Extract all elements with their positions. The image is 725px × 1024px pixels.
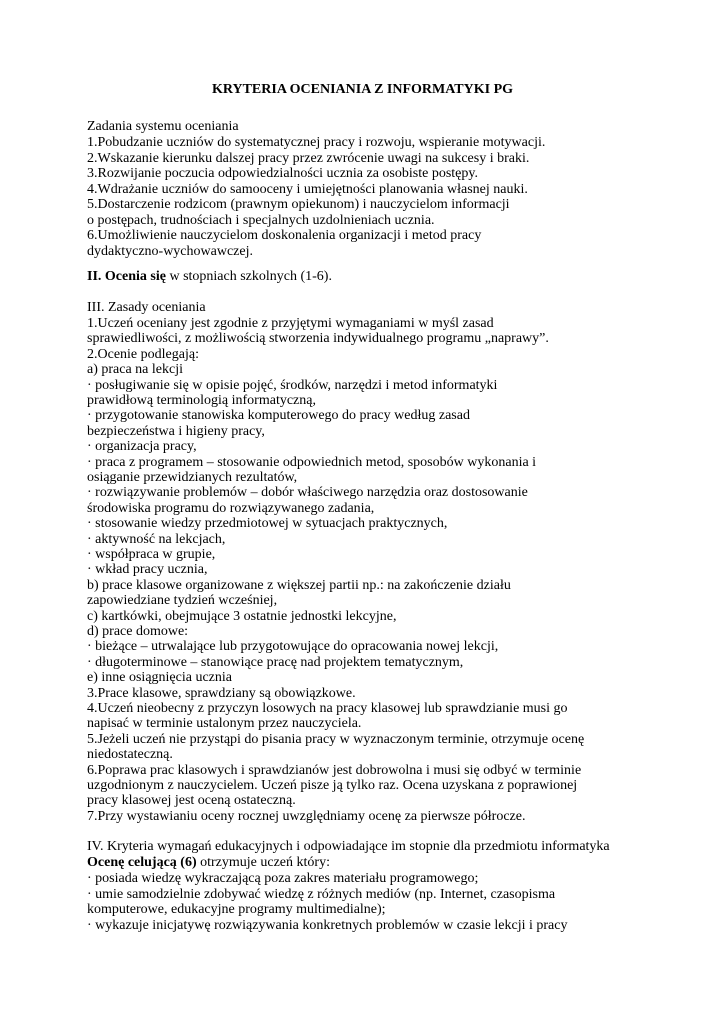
document-title: KRYTERIA OCENIANIA Z INFORMATYKI PG [211, 82, 514, 97]
text-line: zapowiedziane tydzień wcześniej, [87, 593, 278, 609]
text-line: c) kartkówki, obejmujące 3 ostatnie jednostki lekcyjne, [87, 608, 397, 624]
text-line: · przygotowanie stanowiska komputerowego do pracy według zasad [87, 408, 470, 424]
section2-line [87, 269, 332, 285]
text-line: sprawiedliwości, z możliwością stworzenia indywidualnego programu „naprawy”. [87, 331, 549, 347]
text-line: 6.Poprawa prac klasowych i sprawdzianów jest dobrowolna i musi się odbyć w terminie [87, 762, 582, 778]
text-line: · współpraca w grupie, [87, 547, 216, 562]
text-line: · praca z programem – stosowanie odpowiednich metod, sposobów wykonania i [87, 454, 537, 470]
text-line: 6.Umożliwienie nauczycielom doskonalenia organizacji i metod pracy [87, 228, 482, 243]
text-line: e) inne osiągnięcia ucznia [87, 670, 232, 686]
text-line: · posługiwanie się w opisie pojęć, środków, narzędzi i metod informatyki [87, 377, 498, 393]
text-line: środowiska programu do rozwiązywanego zadania, [87, 500, 375, 516]
grade-text: otrzymuje uczeń który: [196, 855, 330, 870]
grade-label: Ocenę celującą (6) [87, 855, 197, 870]
text-line: 2.Ocenie podlegają: [87, 346, 199, 362]
text-line: 2.Wskazanie kierunku dalszej pracy przez zwrócenie uwagi na sukcesy i braki. [87, 150, 530, 166]
text-line: napisać w terminie ustalonym przez nauczyciela. [87, 716, 362, 732]
text-line: 4.Wdrażanie uczniów do samooceny i umiejętności planowania własnej nauki. [87, 181, 528, 197]
section3-heading: III. Zasady oceniania [87, 300, 206, 315]
section4-heading: IV. Kryteria wymagań edukacyjnych i odpowiadające im stopnie dla przedmiotu informatyka [87, 839, 610, 854]
text-line: · aktywność na lekcjach, [87, 531, 226, 547]
text-line: · posiada wiedzę wykraczającą poza zakres materiału programowego; [87, 871, 479, 886]
text-line: prawidłową terminologią informatyczną, [87, 393, 316, 408]
text-line: · stosowanie wiedzy przedmiotowej w sytuacjach praktycznych, [87, 516, 448, 532]
text-line: 1.Uczeń oceniany jest zgodnie z przyjętymi wymaganiami w myśl zasad [87, 316, 494, 331]
text-line: 3.Prace klasowe, sprawdziany są obowiązkowe. [87, 685, 356, 701]
text-line: bezpieczeństwa i higieny pracy, [87, 423, 265, 439]
section2-heading: II. Ocenia się [87, 269, 166, 284]
text-line: · umie samodzielnie zdobywać wiedzę z różnych mediów (np. Internet, czasopisma [87, 886, 556, 902]
text-line: 5.Jeżeli uczeń nie przystąpi do pisania pracy w wyznaczonym terminie, otrzymuje ocenę [87, 731, 585, 747]
text-line: niedostateczną. [87, 747, 173, 763]
text-line: 5.Dostarczenie rodzicom (prawnym opiekunom) i nauczycielom informacji [87, 197, 510, 212]
text-line: · wykazuje inicjatywę rozwiązywania konkretnych problemów w czasie lekcji i pracy [87, 917, 568, 933]
text-line: · wkład pracy ucznia, [87, 562, 208, 578]
text-line: 4.Uczeń nieobecny z przyczyn losowych na pracy klasowej lub sprawdzianie musi go [87, 701, 568, 716]
text-line: a) praca na lekcji [87, 362, 183, 378]
text-line: 1.Pobudzanie uczniów do systematycznej pracy i rozwoju, wspieranie motywacji. [87, 135, 546, 150]
text-line: pracy klasowej jest oceną ostateczną. [87, 793, 296, 809]
text-line: 3.Rozwijanie poczucia odpowiedzialności ucznia za osobiste postępy. [87, 166, 478, 181]
text-line: · długoterminowe – stanowiące pracę nad projektem tematycznym, [87, 654, 464, 670]
text-line: osiąganie przewidzianych rezultatów, [87, 470, 298, 485]
text-line: dydaktyczno-wychowawczej. [87, 243, 253, 259]
text-line: b) prace klasowe organizowane z większej partii np.: na zakończenie działu [87, 577, 511, 593]
text-line: o postępach, trudnościach i specjalnych uzdolnieniach ucznia. [87, 212, 435, 228]
text-line: d) prace domowe: [87, 624, 189, 639]
text-line: 7.Przy wystawianiu oceny rocznej uwzględniamy ocenę za pierwsze półrocze. [87, 808, 526, 824]
grade-line [87, 855, 330, 871]
section2-text: w stopniach szkolnych (1-6). [165, 269, 332, 284]
text-line: uzgodnionym z nauczycielem. Uczeń pisze ją tylko raz. Ocena uzyskana z poprawionej [87, 778, 578, 793]
text-line: · bieżące – utrwalające lub przygotowujące do opracowania nowej lekcji, [87, 639, 499, 655]
section1-heading: Zadania systemu oceniania [87, 119, 239, 134]
text-line: · rozwiązywanie problemów – dobór właściwego narzędzia oraz dostosowanie [87, 485, 528, 501]
text-line: komputerowe, edukacyjne programy multimedialne); [87, 902, 386, 917]
text-line: · organizacja pracy, [87, 439, 197, 455]
